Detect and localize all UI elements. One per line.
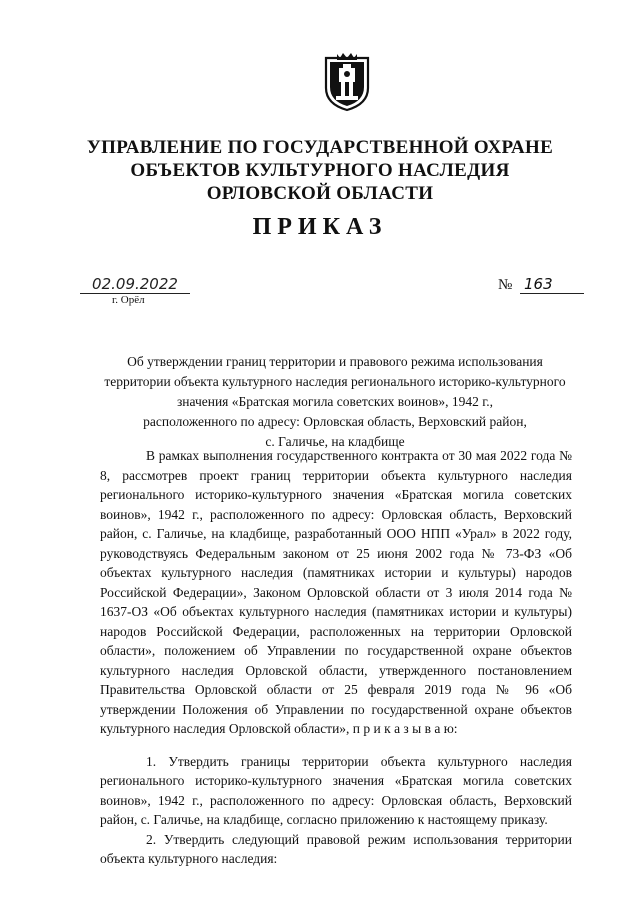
- subject-line-1: Об утверждении границ территории и правового режима использования: [127, 354, 543, 369]
- document-type-title: ПРИКАЗ: [252, 214, 388, 240]
- order-subject: [100, 352, 570, 452]
- subject-line-4: расположенного по адресу: Орловская область, Верховский район,: [143, 414, 527, 429]
- preamble-paragraph: В рамках выполнения государственного контракта от 30 мая 2022 года № 8, рассмотрев проект границ территории объекта культурного наследия регионального историко-культурного значения «Братская могила советских воинов», 1942 г., расположенного по адресу: Орловская область, Верховский район, с. Галичье, на кладбище, разработанный ООО НПП «Урал» в 2022 году, руководствуясь Федеральным законом от 25 июня 2002 года № 73-ФЗ «Об объектах культурного наследия (памятниках истории и культуры) народов Российской Федерации», Законом Орловской области от 3 июля 2014 года № 1637-ОЗ «Об объектах культурного наследия (памятниках истории и культуры) народов Российской Федерации, расположенных на территории Орловской области», положением об Управлении по государственной охране объектов культурного наследия Орловской области, утвержденного постановлением Правительства Орловской области от 25 февраля 2019 года № 96 «Об утверждении Положения об Управлении по государственной охране объектов культурного наследия Орловской области», п р и к а з ы в а ю:: [100, 448, 572, 736]
- subject-line-5: с. Галичье, на кладбище: [265, 434, 405, 449]
- order-number-label: №: [498, 277, 513, 293]
- order-number: 163: [520, 276, 584, 294]
- org-line-2: ОБЪЕКТОВ КУЛЬТУРНОГО НАСЛЕДИЯ: [130, 160, 510, 181]
- coat-of-arms-icon: [322, 52, 372, 112]
- order-item-1: 1. Утвердить границы территории объекта культурного наследия регионального историко-культурного значения «Братская могила советских воинов», 1942 г., расположенного по адресу: Орловская область, Верховский район, с. Галичье, на кладбище, согласно приложению к настоящему приказу.: [100, 753, 572, 827]
- order-city: г. Орёл: [112, 294, 145, 306]
- org-line-3: ОРЛОВСКОЙ ОБЛАСТИ: [206, 183, 434, 204]
- organization-name: [60, 136, 580, 205]
- subject-line-2: территории объекта культурного наследия регионального историко-культурного: [104, 374, 566, 389]
- order-item-2: 2. Утвердить следующий правовой режим использования территории объекта культурного наследия:: [100, 831, 572, 866]
- order-date: 02.09.2022: [80, 276, 190, 294]
- subject-line-3: значения «Братская могила советских воинов», 1942 г.,: [176, 394, 494, 409]
- org-line-1: УПРАВЛЕНИЕ ПО ГОСУДАРСТВЕННОЙ ОХРАНЕ: [86, 137, 554, 158]
- order-body: [100, 446, 572, 869]
